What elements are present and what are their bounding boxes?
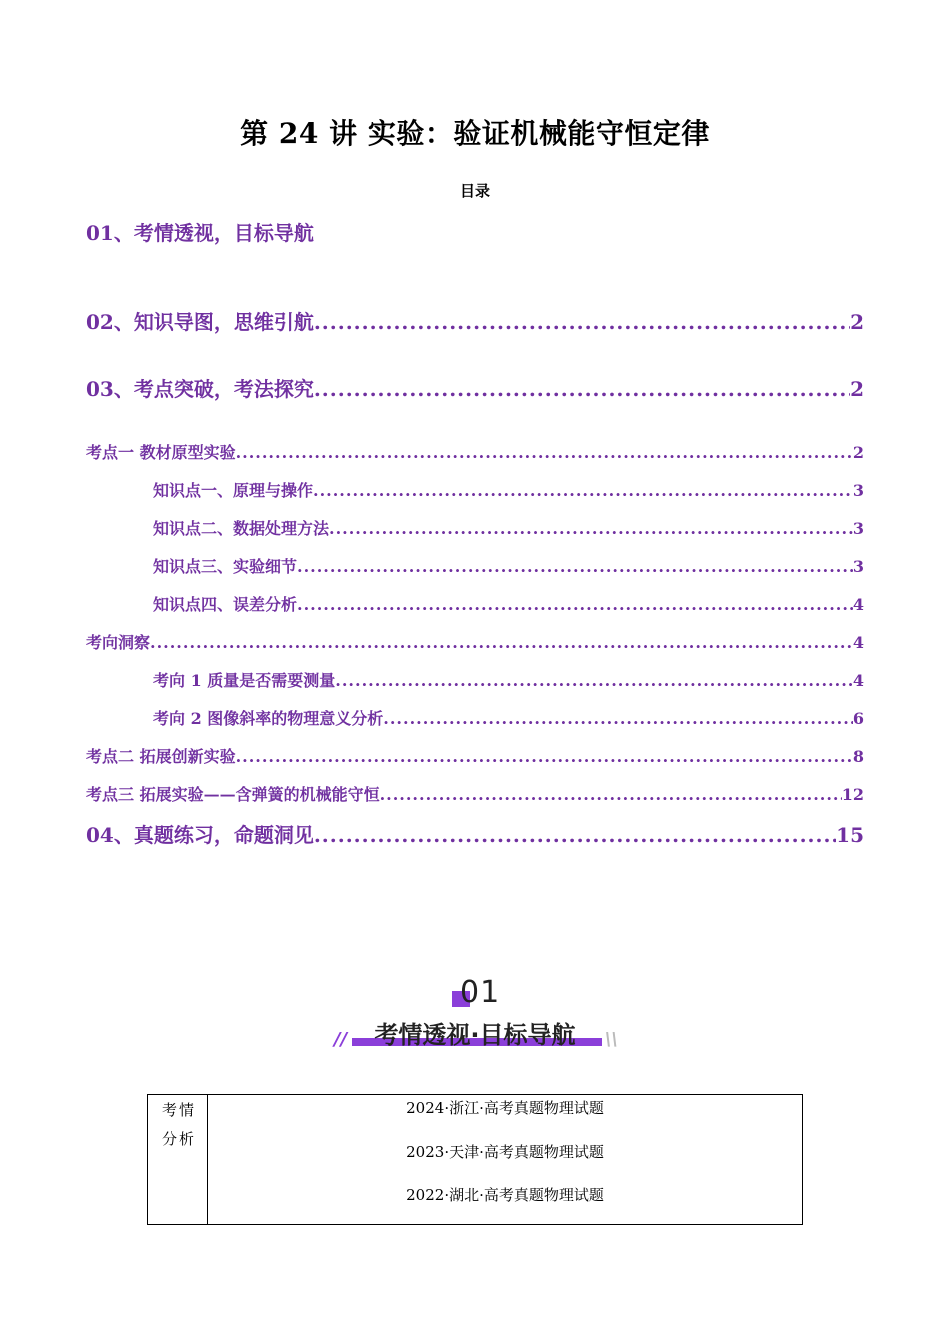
- toc-entry[interactable]: [86, 819, 864, 848]
- toc-entry-page: 8: [852, 747, 864, 766]
- toc-entry-page: 2: [852, 443, 864, 462]
- exam-item: 2024·浙江·高考真题物理试题: [406, 1099, 604, 1117]
- toc-leader-dots: [314, 823, 836, 847]
- toc-entry-page: 15: [836, 823, 864, 847]
- exam-analysis-table: [147, 1094, 803, 1225]
- toc-entry-page: 2: [850, 310, 864, 334]
- toc-entry[interactable]: [86, 440, 864, 463]
- section-banner: [330, 975, 620, 1055]
- exam-item: 2022·湖北·高考真题物理试题: [406, 1186, 604, 1204]
- toc-entry-page: 3: [852, 481, 864, 500]
- toc-entry[interactable]: [86, 782, 864, 805]
- toc-leader-dots: [236, 443, 853, 462]
- toc-leader-dots: [236, 747, 853, 766]
- toc-entry-label: 知识点二、数据处理方法: [153, 519, 330, 538]
- toc-entry[interactable]: [86, 592, 864, 615]
- banner-slash-right: \\: [604, 1029, 618, 1050]
- toc-entry-label: 04、真题练习，命题洞见: [86, 823, 314, 847]
- toc-leader-dots: [329, 519, 853, 538]
- toc-entry[interactable]: [86, 306, 864, 335]
- page-title: 第 24 讲 实验：验证机械能守恒定律: [240, 117, 710, 150]
- toc-leader-dots: [383, 709, 853, 728]
- toc-entry-label: 考向 1 质量是否需要测量: [153, 671, 336, 690]
- toc-leader-dots: [335, 671, 853, 690]
- toc-leader-dots: [297, 595, 853, 614]
- toc-entry-page: 3: [852, 557, 864, 576]
- toc-entry-page: 4: [852, 595, 864, 614]
- toc-entry-label: 知识点一、原理与操作: [153, 481, 314, 500]
- exam-item: 2023·天津·高考真题物理试题: [406, 1143, 604, 1161]
- toc-entry-label: 知识点四、误差分析: [153, 595, 298, 614]
- banner-number: 01: [460, 975, 501, 1010]
- toc-entry[interactable]: [86, 706, 864, 729]
- toc-entry-page: 12: [841, 785, 864, 804]
- toc-entry[interactable]: [86, 630, 864, 653]
- toc-entry-first[interactable]: 01、考情透视，目标导航: [86, 221, 314, 245]
- toc-entry[interactable]: [86, 744, 864, 767]
- toc-entry[interactable]: [86, 516, 864, 539]
- toc-entry-label: 考点一 教材原型实验: [86, 443, 236, 462]
- banner-slash-left: //: [334, 1029, 348, 1050]
- toc-leader-dots: [313, 481, 853, 500]
- toc-entry-label: 考点二 拓展创新实验: [86, 747, 236, 766]
- toc-entry-label: 03、考点突破，考法探究: [86, 377, 314, 401]
- toc-leader-dots: [150, 633, 853, 652]
- toc-entry-page: 6: [852, 709, 864, 728]
- exam-analysis-label-cell: [148, 1095, 208, 1224]
- toc-entry-label: 考点三 拓展实验——含弹簧的机械能守恒: [86, 785, 380, 804]
- exam-analysis-label: 考情分析: [162, 1101, 197, 1148]
- toc-entry-label: 考向 2 图像斜率的物理意义分析: [153, 709, 384, 728]
- toc-leader-dots: [314, 310, 850, 334]
- toc-entry-label: 知识点三、实验细节: [153, 557, 298, 576]
- toc-leader-dots: [314, 377, 850, 401]
- toc-entry-page: 4: [852, 671, 864, 690]
- toc-leader-dots: [297, 557, 853, 576]
- toc-entry[interactable]: [86, 668, 864, 691]
- toc-entry-page: 4: [852, 633, 864, 652]
- toc-entry-label: 02、知识导图，思维引航: [86, 310, 314, 334]
- banner-heading: 考情透视·目标导航: [374, 1021, 576, 1049]
- toc-leader-dots: [380, 785, 842, 804]
- toc-heading: 目录: [459, 182, 490, 200]
- toc-entry[interactable]: [86, 373, 864, 402]
- toc-entry-page: 2: [850, 377, 864, 401]
- toc-entry-label: 考向洞察: [86, 633, 151, 652]
- toc-entry[interactable]: [86, 478, 864, 501]
- toc-entry[interactable]: [86, 554, 864, 577]
- toc-entry-page: 3: [852, 519, 864, 538]
